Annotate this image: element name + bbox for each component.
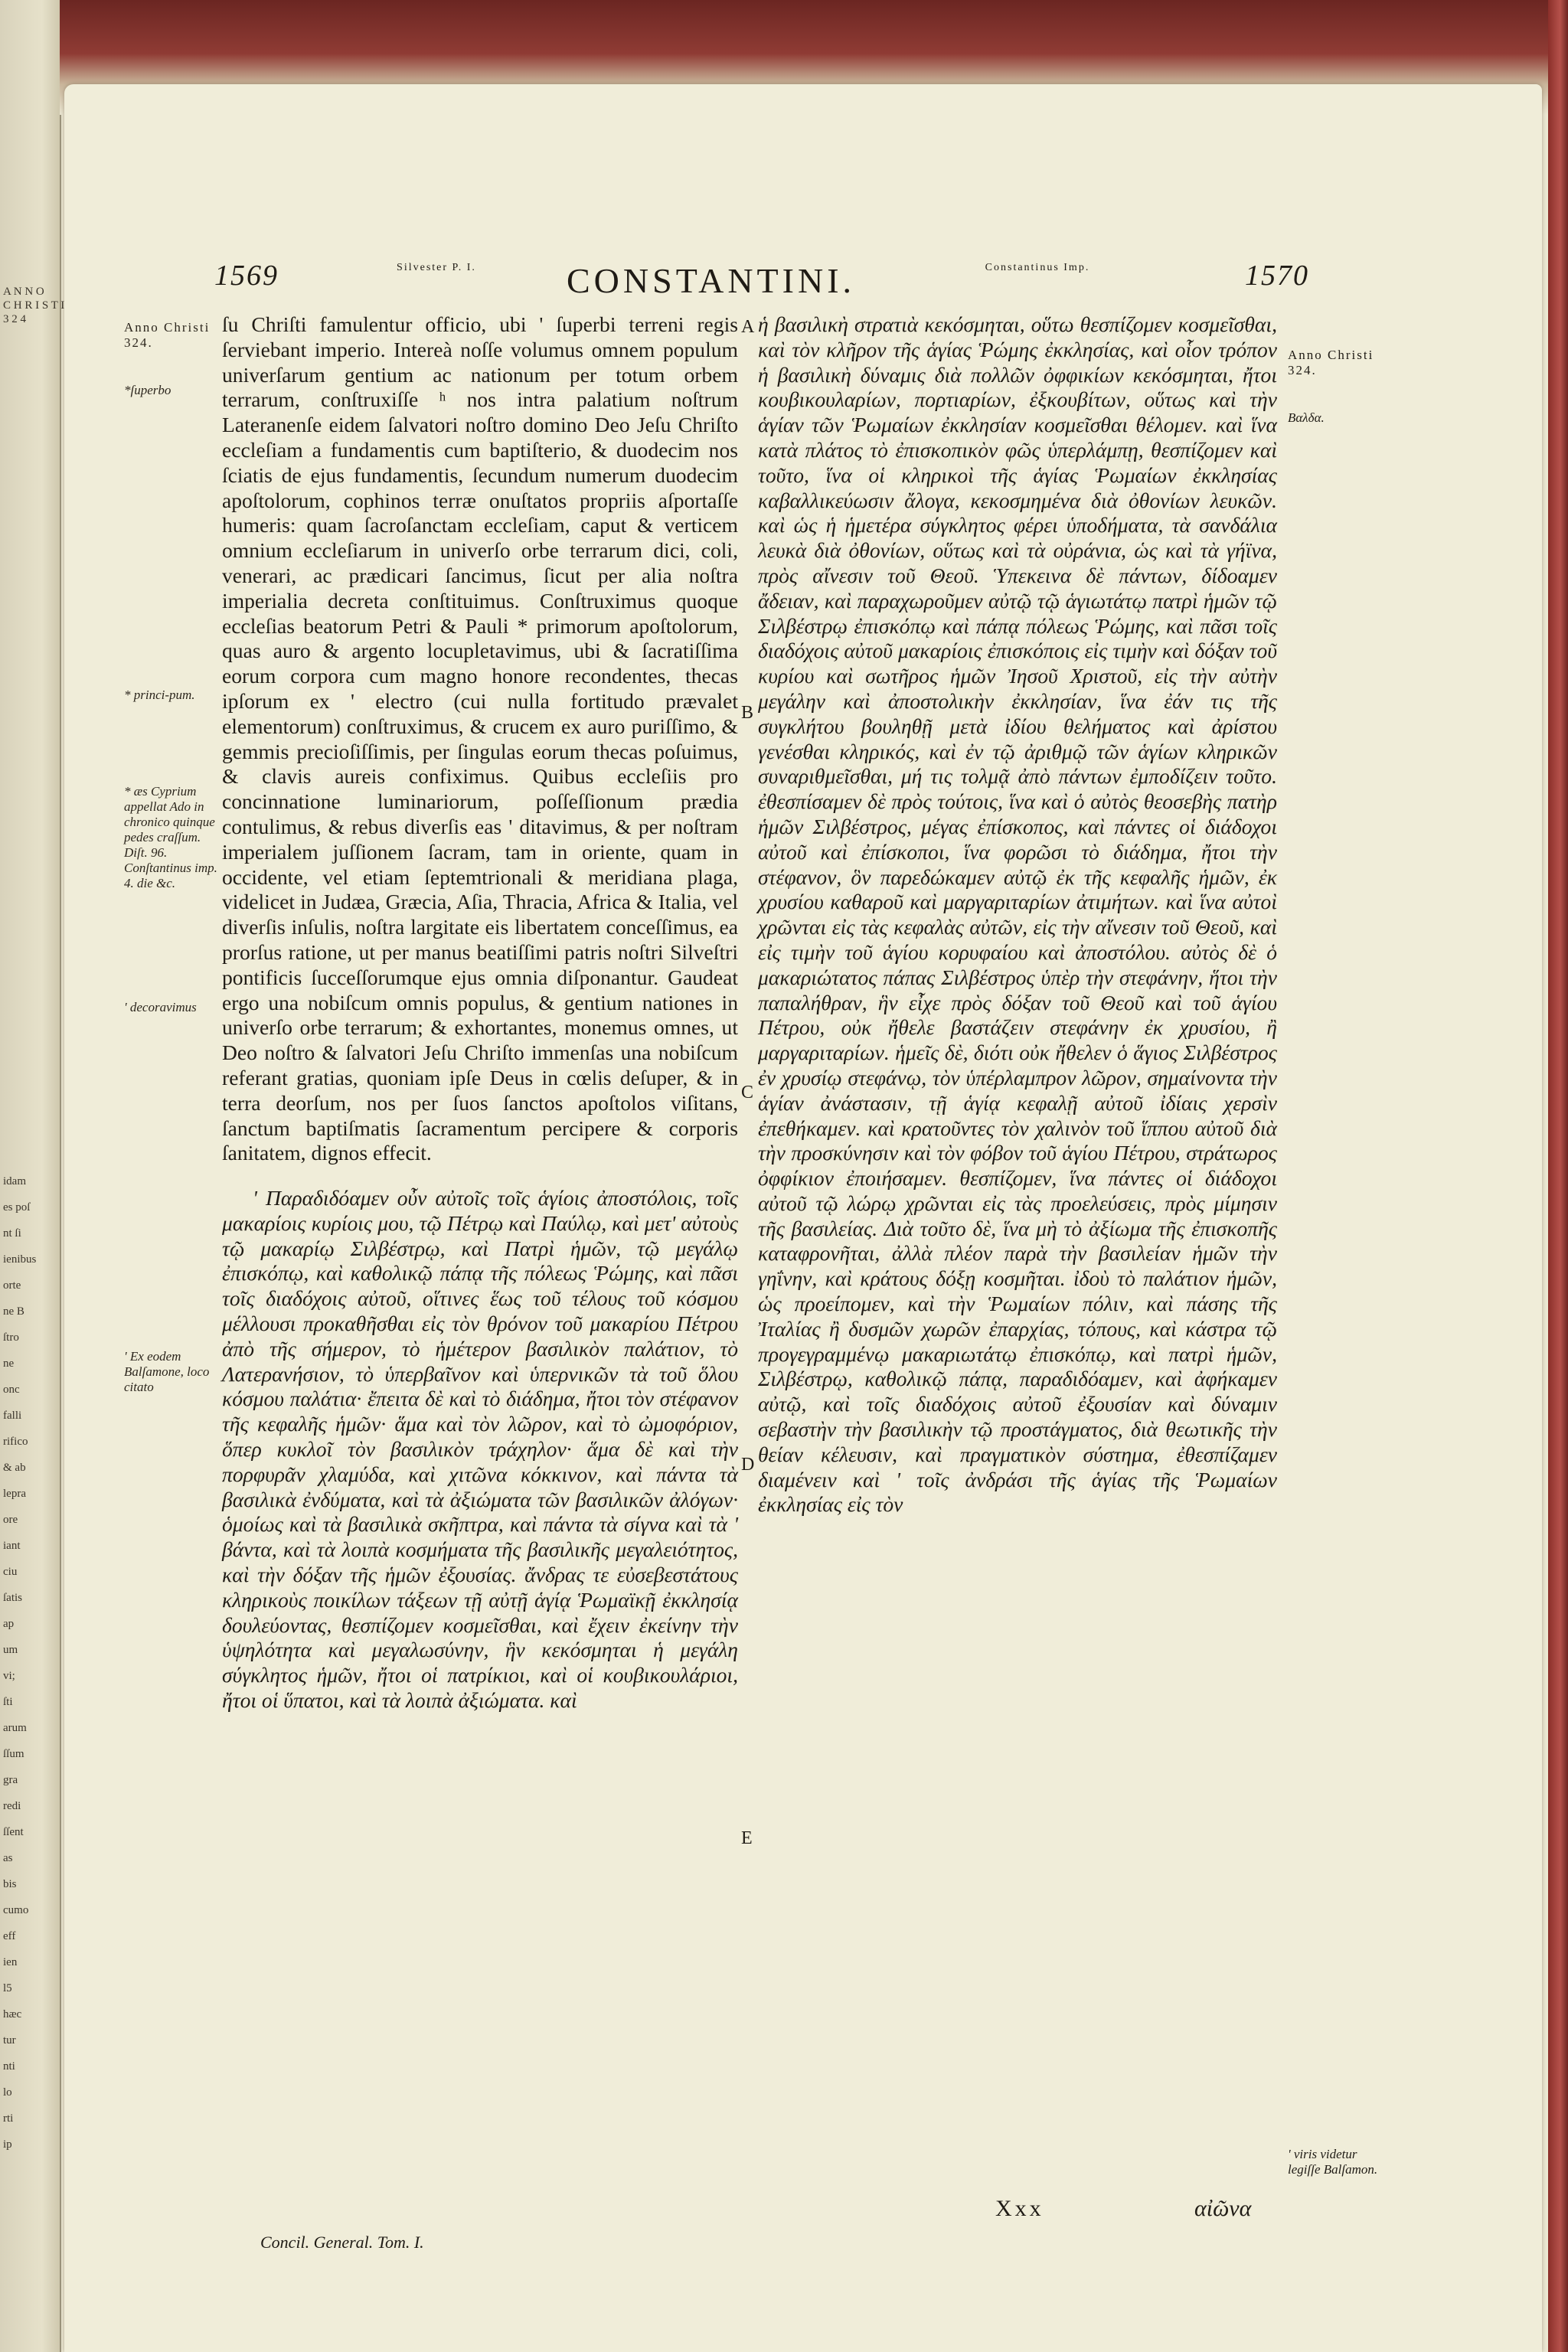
adjacent-page-fragment: ip bbox=[3, 2138, 12, 2151]
adjacent-page-fragment: hæc bbox=[3, 2008, 22, 2020]
greek-text-right: ἡ βασιλικὴ στρατιὰ κεκόσμηται, οὕτω θεσπίζομεν κοσμεῖσθαι, καὶ τὸν κλῆρον τῆς ἁγίας Ῥώμης ἐκκλησίας, καὶ οἷον τρόπον ἡ βασιλικὴ δύναμις διὰ πολλῶν ὀφφικίων κεκόσμηται, ἤτοι κουβικουλαρίων, πορτιαρίων, ἐξκουβίτων, οὕτως καὶ τὴν ἁγίαν τῶν Ῥωμαίων ἐκκλησίαν κοσμεῖσθαι θέλομεν. καὶ ἵνα κατὰ πλάτος τὸ ἐπισκοπικὸν φῶς ὑπερλάμπῃ, θεσπίζομεν καὶ τοῦτο, ἵνα οἱ κληρικοὶ τῆς ἁγίας Ῥωμαίων ἐκκλησίας καβαλλικεύωσιν ἄλογα, κεκοσμημένα διὰ ὀθονίων λευκῶν. καὶ ὡς ἡ ἡμετέρα σύγκλητος φέρει ὑποδήματα, τὰ σανδάλια λευκὰ διὰ ὀθονίων, οὕτως καὶ τὰ οὐράνια, ὡς καὶ τὰ γήϊνα, πρὸς αἴνεσιν τοῦ Θεοῦ. Ὑπεκεινα δὲ πάντων, δίδοαμεν ἄδειαν, καὶ παραχωροῦμεν αὐτῷ τῷ ἁγιωτάτῳ πατρὶ ἡμῶν τῷ Σιλβέστρῳ ἐπισκόπῳ καὶ πάπᾳ πόλεως Ῥώμης, καὶ πᾶσι τοῖς διαδόχοις αὐτοῦ μακαρίοις ἐπισκόποις εἰς τιμὴν καὶ δόξαν τοῦ κυρίου καὶ σωτῆρος ἡμῶν Ἰησοῦ Χριστοῦ, εἰς τὴν αὐτὴν μεγάλην καὶ ἀποστολικὴν ἐκκλησίαν, ἵνα ἐάν τις τῆς συγκλήτου βουληθῇ μετὰ ἰδίου θελήματος καὶ ἀρίστου γενέσθαι κληρικός, καὶ ἐν τῷ ἀριθμῷ τῶν ἁγίων κληρικῶν συναριθμεῖσθαι, μή τις τολμᾷ ἀπὸ πάντων ἐμποδίζειν τοῦτο. ἐθεσπίσαμεν δὲ πρὸς τούτοις, ἵνα καὶ ὁ αὐτὸς θεοσεβὴς πατὴρ ἡμῶν Σιλβέστρος, μέγας ἐπίσκοπος, καὶ πάντες οἱ διάδοχοι αὐτοῦ καὶ ἐπίσκοποι, ἵνα φορῶσι τὸ διάδημα, ἤτοι τὴν στέφανον, ὃν παρεδώκαμεν αὐτῷ ἐκ τῆς κεφαλῆς ἡμῶν, ἐκ χρυσίου καθαροῦ καὶ μαργαριταρίων ἀτιμήτων. καὶ ἵνα αὐτοὶ χρῶνται εἰς τὰς κεφαλὰς αὐτῶν, εἰς τὴν αἴνεσιν τοῦ Θεοῦ, καὶ εἰς τιμὴν τοῦ ἁγίου κορυφαίου καὶ ἀποστόλου. αὐτὸς δὲ ὁ μακαριώτατος πάπας Σιλβέστρος ὑπὲρ τὴν στεφάνην, ἥτοι τὴν παπαλήθραν, ἣν εἶχε πρὸς δόξαν τοῦ Θεοῦ καὶ τοῦ ἁγίου Πέτρου, οὐκ ἤθελε βαστάζειν στεφάνην ἐκ χρυσίου, ἢ μαργαριταρίων. ἡμεῖς δὲ, διότι οὐκ ἤθελεν ὁ ἅγιος Σιλβέστρος ἐν χρυσίῳ στεφάνῳ, τὸν ὑπέρλαμπρον λῶρον, σημαίνοντα τὴν ἁγίαν ἀνάστασιν, τῇ ἁγίᾳ κεφαλῇ αὐτοῦ ἰδίαις χερσὶν ἐπεθήκαμεν. καὶ κρατοῦντες τὸν χαλινὸν τοῦ ἵππου αὐτοῦ διὰ τὴν προσκύνησιν καὶ τὸν φόβον τοῦ ἁγίου Πέτρου, στράτωρος ὀφφίκιον ἐποιήσαμεν. θεσπίζομεν, ἵνα πάντες οἱ διάδοχοι αὐτοῦ τῷ λώρῳ χρῶνται εἰς τὰς προελεύσεις, πρὸς μίμησιν τῆς βασιλείας. Διὰ τοῦτο δὲ, ἵνα μὴ τὸ ἀξίωμα τῆς ἐπισκοπῆς καταφρονῆται, ἀλλὰ πλέον παρὰ τὴν βασιλείαν ἡμῶν τὴν γηΐνην, καὶ κράτους δόξῃ κοσμῆται. ἰδοὺ τὸ παλάτιον ἡμῶν, ὡς προείπομεν, καὶ τὴν Ῥωμαίων πόλιν, καὶ πάσης τῆς Ἰταλίας ἢ δυσμῶν χωρῶν ἐπαρχίας, τόπους, καὶ κάστρα τῷ προγεγραμμένῳ μακαριωτάτῳ ἐπισκόπῳ, καὶ πατρὶ ἡμῶν, Σιλβέστρῳ, καθολικῷ πάπᾳ, παραδιδόαμεν, καὶ ἀφήκαμεν αὐτῷ, καὶ τοῖς διαδόχοις αὐτοῦ ἐξουσίαν καὶ δύναμιν σεβαστὴν τὴν βασιλικὴν τῷ προστάγματος, διὰ θεωτικῆς τὴν θείαν κέλευσιν, καὶ πραγματικὸν σύστημα, ἐθεσπίζαμεν διαμένειν καὶ ' τοῖς ἀνδράσι τῆς ἁγίας τῆς Ῥωμαίων ἐκκλησίας εἰς τὸν bbox=[758, 312, 1277, 1517]
adjacent-page-fragment: ſatis bbox=[3, 1592, 22, 1604]
adjacent-page-fragment: gra bbox=[3, 1774, 18, 1786]
adjacent-page-fragment: um bbox=[3, 1644, 18, 1656]
adjacent-page-fragment: rifico bbox=[3, 1436, 28, 1448]
signature-mark: Xxx bbox=[995, 2196, 1044, 2221]
adjacent-page-edge bbox=[0, 0, 65, 2352]
adjacent-page-fragment: ien bbox=[3, 1956, 18, 1968]
adjacent-page-fragment: ne B bbox=[3, 1305, 24, 1318]
adjacent-page-fragment: orte bbox=[3, 1279, 21, 1292]
page-number-left: 1569 bbox=[214, 260, 279, 292]
footer-volume: Concil. General. Tom. I. bbox=[260, 2233, 424, 2252]
header-emperor: Constantinus Imp. bbox=[985, 262, 1090, 273]
adjacent-page-fragment: arum bbox=[3, 1722, 27, 1734]
latin-text: ſu Chriſti famulentur officio, ubi ' ſuperbi terreni regis ſerviebant imperio. Intereà noſſe volumus omnem populum univerſarum gentium ac nationum per totum orbem terrarum, conſtruxiſſe ʰ nos intra palatium noſtrum Lateranenſe eidem ſalvatori noſtro domino Deo Jeſu Chriſto eccleſiam a fundamentis cum baptiſterio, & duodecim nos ſciatis de ejus fundamentis, ſecundum numerum duodecim apoſtolorum, cophinos terræ onuſtatos propriis aſportaſſe humeris: quam ſacroſanctam eccleſiam, caput & verticem omnium eccleſiarum in univerſo orbe terrarum dici, coli, venerari, ac prædicari ſancimus, ſicut per alia noſtra imperialia decreta conſtituimus. Conſtruximus quoque eccleſias beatorum Petri & Pauli * primorum apoſtolorum, quas auro & argento locupletavimus, ubi & ſacratiſſima eorum corpora cum magno honore recondentes, thecas ipſorum ex ' electro (cui nulla fortitudo prævalet elementorum) conſtruximus, & crucem ex auro puriſſimo, & gemmis precioſiſſimis, per ſingulas eorum thecas poſuimus, & clavis aureis confiximus. Quibus eccleſiis pro concinnatione luminariorum, poſſeſſionum prædia contulimus, & rebus diverſis eas ' ditavimus, & per noſtram imperialem juſſionem ſacram, tam in oriente, quam in occidente, vel etiam ſeptemtrionali & meridiana plaga, videlicet in Judæa, Græcia, Aſia, Thracia, Africa & Italia, vel diverſis inſulis, noſtra largitate eis libertatem conceſſimus, ea prorſus ratione, ut per manus beatiſſimi patris noſtri Silveſtri pontificis ſucceſſorumque ejus omnia diſponantur. Gaudeat ergo una nobiſcum omnis populus, & gentium nationes in univerſo orbe terrarum; & exhortantes, monemus omnes, ut Deo noſtro & ſalvatori Jeſu Chriſto immenſas una nobiſcum referant gratias, quoniam ipſe Deus in cœlis deſuper, & in terra deorſum, nos per ſuos ſanctos apoſtolos viſitans, ſanctum baptiſmatis ſacramentum percipere & corporis ſanitatem, dignos effecit. bbox=[222, 312, 738, 1165]
adjacent-page-fragment: 3 2 4 bbox=[3, 313, 26, 325]
adjacent-page-fragment: lepra bbox=[3, 1488, 26, 1500]
left-margin-note: * princi-pum. bbox=[124, 688, 195, 702]
adjacent-page-fragment: ſſent bbox=[3, 1826, 24, 1838]
adjacent-page-fragment: A N N O bbox=[3, 286, 44, 298]
adjacent-page-fragment: nt ſi bbox=[3, 1227, 21, 1240]
adjacent-page-fragment: onc bbox=[3, 1383, 20, 1396]
adjacent-page-fragment: ciu bbox=[3, 1566, 18, 1578]
adjacent-page-fragment: lo bbox=[3, 2086, 12, 2099]
book-cover-edge bbox=[1548, 0, 1568, 2352]
section-letter-b: B bbox=[741, 703, 754, 723]
catchword: αἰῶνα bbox=[1194, 2196, 1252, 2221]
header-pope: Silvester P. I. bbox=[397, 262, 476, 273]
adjacent-page-fragment: ne bbox=[3, 1357, 15, 1370]
left-margin-note: *ſuperbo bbox=[124, 383, 172, 397]
adjacent-page-fragment: ſti bbox=[3, 1696, 13, 1708]
left-margin-note: ' decoravimus bbox=[124, 1000, 197, 1014]
greek-column-right bbox=[758, 312, 1277, 1517]
section-letter-c: C bbox=[741, 1083, 754, 1102]
latin-greek-column bbox=[222, 312, 738, 1713]
adjacent-page-fragment: ienibus bbox=[3, 1253, 37, 1266]
adjacent-page-fragment: redi bbox=[3, 1800, 21, 1812]
adjacent-page-fragment: falli bbox=[3, 1410, 22, 1422]
adjacent-page-fragment: tur bbox=[3, 2034, 16, 2047]
left-margin-year: Anno Christi 324. bbox=[124, 320, 211, 350]
adjacent-page-fragment: eff bbox=[3, 1930, 16, 1942]
adjacent-page-fragment: es poſ bbox=[3, 1201, 31, 1214]
left-margin-note: ' Ex eodem Balſamone, loco citato bbox=[124, 1349, 210, 1394]
adjacent-page-fragment: ap bbox=[3, 1618, 15, 1630]
section-letter-a: A bbox=[741, 317, 755, 337]
right-margin-note: ' viris videtur legiſſe Balſamon. bbox=[1288, 2147, 1378, 2177]
adjacent-page-fragment: ſtro bbox=[3, 1331, 19, 1344]
section-letter-d: D bbox=[741, 1455, 755, 1475]
right-margin-note: Βαλδα. bbox=[1288, 410, 1325, 425]
adjacent-page-fragment: C H R I S T I bbox=[3, 299, 65, 312]
right-margin-year: Anno Christi 324. bbox=[1288, 348, 1374, 377]
section-letter-e: E bbox=[741, 1828, 753, 1848]
adjacent-page-fragment: ſſum bbox=[3, 1748, 24, 1760]
adjacent-page-fragment: nti bbox=[3, 2060, 15, 2073]
adjacent-page-fragment: vi; bbox=[3, 1670, 15, 1682]
adjacent-page-fragment: bis bbox=[3, 1878, 17, 1890]
running-header bbox=[214, 259, 1309, 308]
left-margin-note: * æs Cyprium appellat Ado in chronico quinque pedes craſſum. Diſt. 96. Conſtantinus imp. 4. die &c. bbox=[124, 784, 217, 890]
header-title: CONSTANTINI. bbox=[567, 261, 856, 300]
adjacent-page-fragment: rti bbox=[3, 2112, 14, 2125]
greek-text-left: ' Παραδιδόαμεν οὖν αὐτοῖς τοῖς ἁγίοις ἀποστόλοις, τοῖς μακαρίοις κυρίοις μου, τῷ Πέτρῳ καὶ Παύλῳ, καὶ μετ' αὐτοὺς τῷ μακαρίῳ Σιλβέστρῳ, καὶ Πατρὶ ἡμῶν, τῷ μεγάλῳ ἐπισκόπῳ, καὶ καθολικῷ πάπᾳ τῆς πόλεως Ῥώμης, καὶ πᾶσι τοῖς διαδόχοις αὐτοῦ, οἵτινες ἕως τοῦ τέλους τοῦ κόσμου μέλλουσι προκαθῆσθαι εἰς τὸν θρόνον τοῦ μακαρίου Πέτρου ἀπὸ τῆς σήμερον, τὸ ἡμέτερον βασιλικὸν παλάτιον, τὸ Λατερανήσιον, τὸ ὑπερβαῖνον καὶ ὑπερνικῶν τὰ τοῦ ὅλου κόσμου παλάτια· ἔπειτα δὲ καὶ τὸ διάδημα, ἤτοι τὸν στέφανον τῆς κεφαλῆς ἡμῶν· ἅμα καὶ τὸν λῶρον, καὶ τὸ ὠμοφόριον, ὅπερ κυκλοῖ τὸν βασιλικὸν τράχηλον· ἅμα δὲ καὶ τὴν πορφυρᾶν χλαμύδα, καὶ χιτῶνα κόκκινον, καὶ πάντα τὰ βασιλικὰ ἐνδύματα, καὶ τὰ ἀξιώματα τῶν βασιλικῶν ἀλόγων· ὁμοίως καὶ τὰ βασιλικὰ σκῆπτρα, καὶ πάντα τὰ σίγνα καὶ τὰ ' βάντα, καὶ τὰ λοιπὰ κοσμήματα τῆς βασιλικῆς μεγαλειότητος, καὶ τὴν δόξαν τῆς ἡμῶν ἐξουσίας. ἄνδρας τε εὐσεβεστάτους κληρικοὺς ποικίλων τάξεων τῇ αὐτῇ ἁγίᾳ Ῥωμαϊκῇ ἐκκλησίᾳ δουλεύοντας, θεσπίζομεν κοσμεῖσθαι, καὶ ἔχειν ἐκείνην τὴν ὑψηλότητα καὶ μεγαλωσύνην, ἣν κεκόσμηται ἡ μεγάλη σύγκλητος ἡμῶν, ἤτοι οἱ πατρίκιοι, καὶ οἱ κουβικουλάριοι, ἤτοι οἱ ὕπατοι, καὶ τὰ λοιπὰ ἀξιώματα. καὶ bbox=[222, 1186, 738, 1713]
adjacent-page-fragment: cumo bbox=[3, 1904, 29, 1916]
adjacent-page-fragment: as bbox=[3, 1852, 13, 1864]
page-number-right: 1570 bbox=[1245, 260, 1309, 292]
adjacent-page-fragment: l5 bbox=[3, 1982, 12, 1994]
adjacent-page-fragment: ore bbox=[3, 1514, 18, 1526]
adjacent-page-fragment: iant bbox=[3, 1540, 21, 1552]
adjacent-page-fragment: & ab bbox=[3, 1462, 26, 1474]
adjacent-page-fragment: idam bbox=[3, 1175, 26, 1187]
